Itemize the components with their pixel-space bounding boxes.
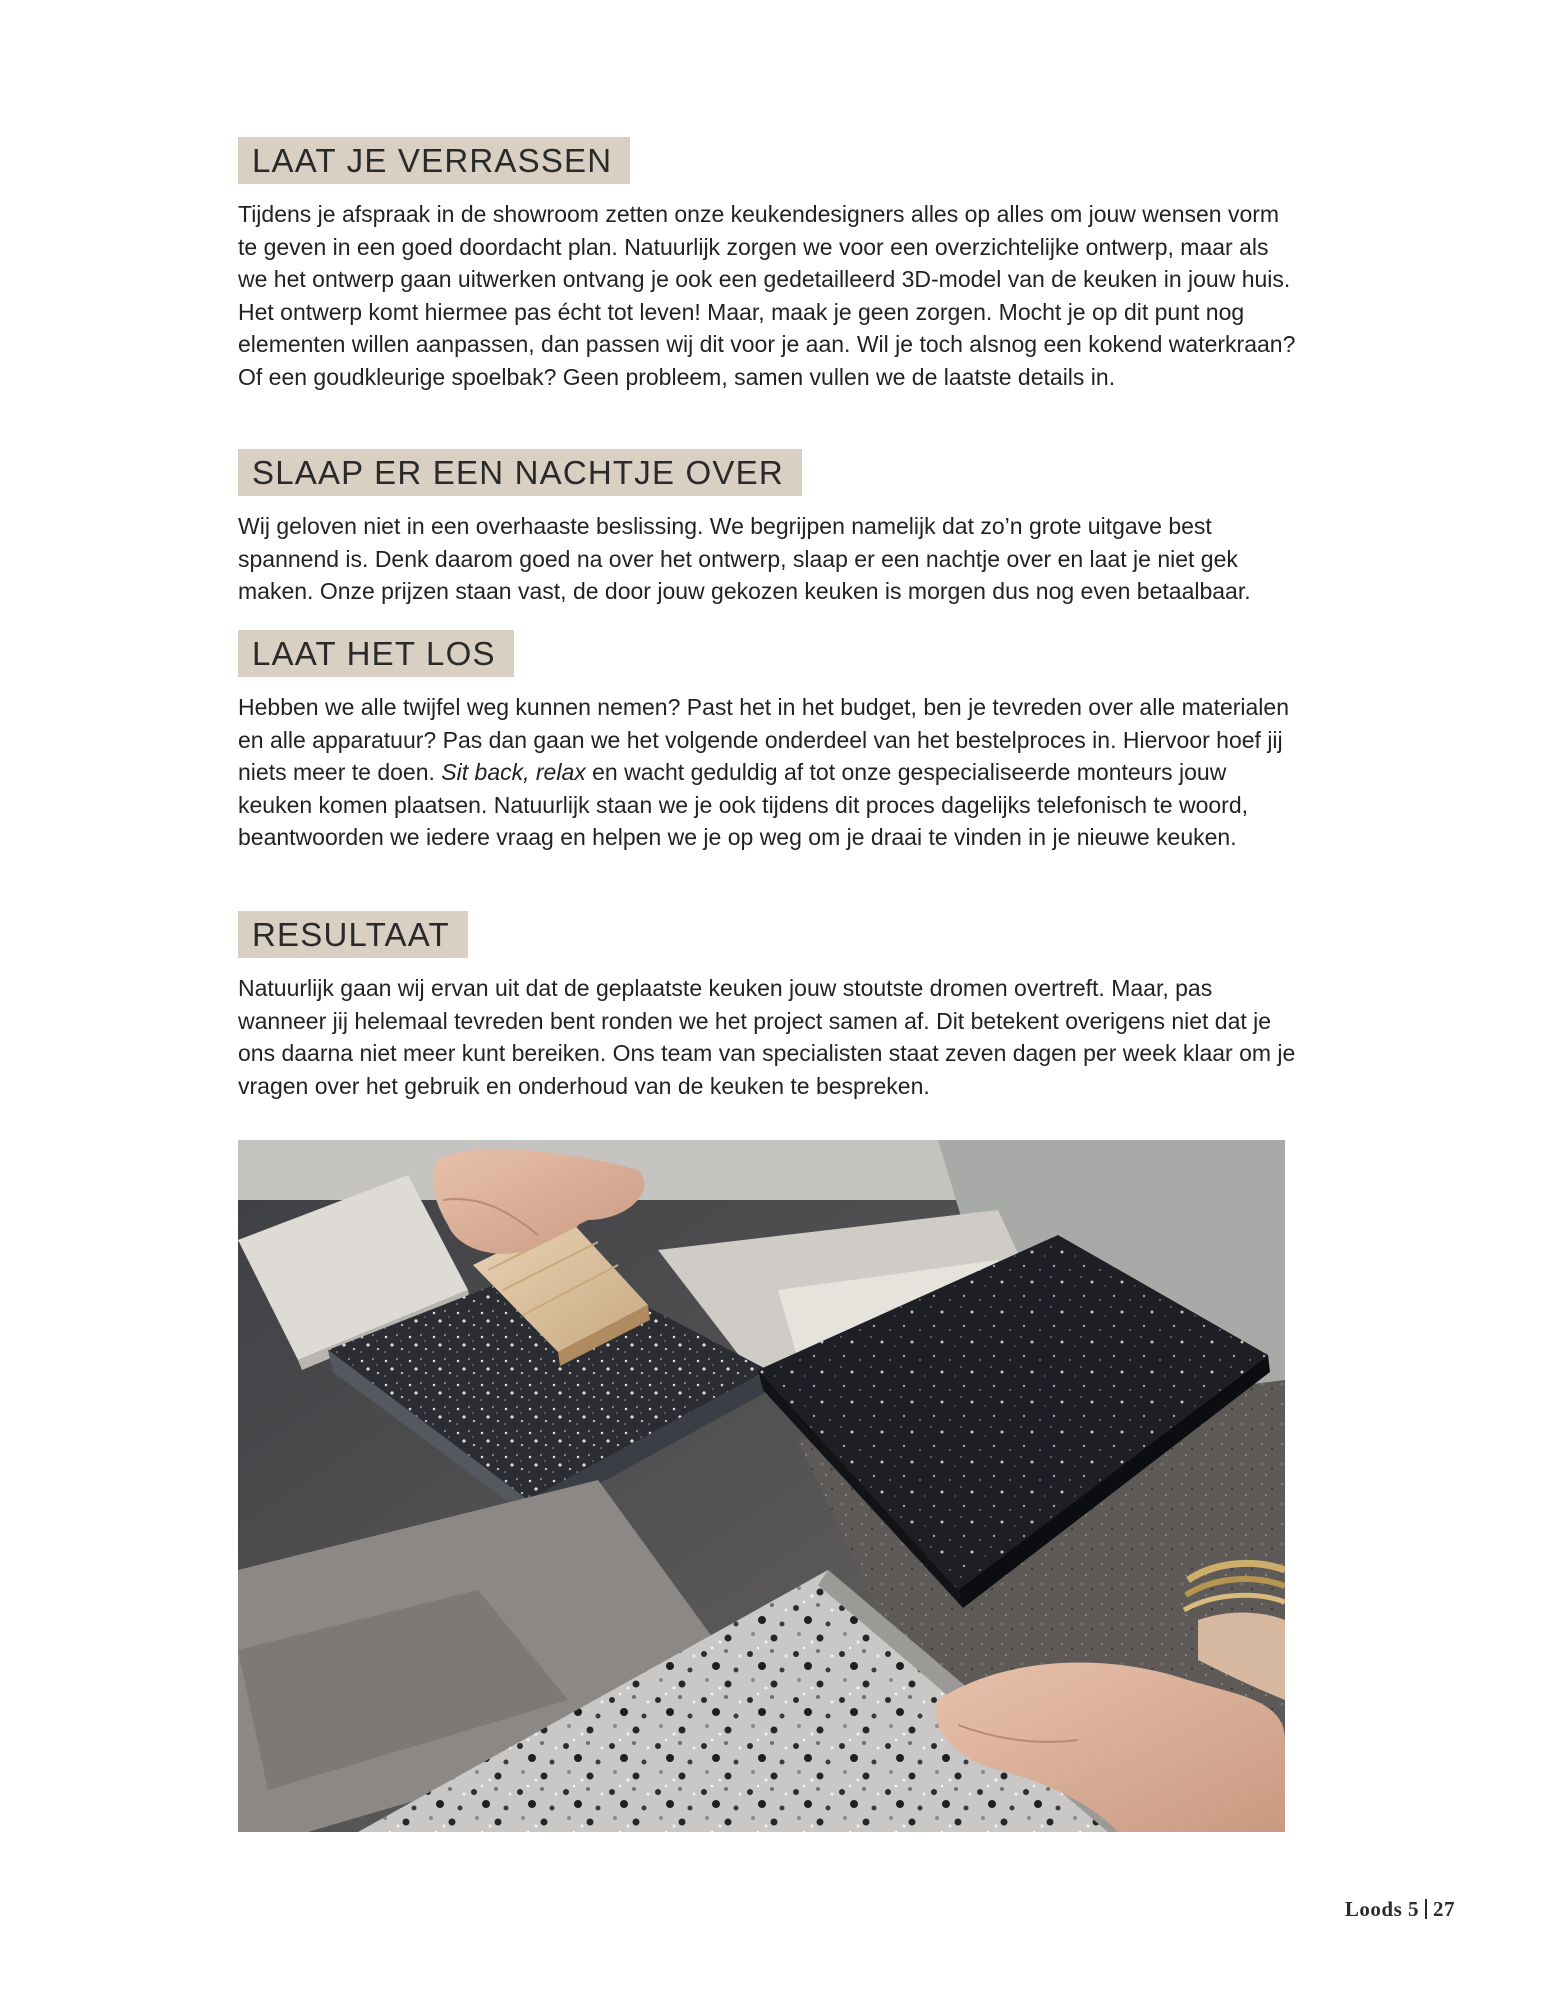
section-body-part: Hebben we alle twijfel weg kunnen nemen? Past het in het budget, ben je tevreden over alle materialen en alle apparatuur? Pas dan gaan we het volgende onderdeel van het bestelproces in. Hiervoor hoef jij niets meer te doen. [238, 694, 1290, 785]
section-heading: LAAT HET LOS [238, 630, 514, 677]
section-laat-je-verrassen [238, 137, 1298, 393]
section-laat-het-los [238, 630, 1298, 854]
section-body: Tijdens je afspraak in de showroom zetten onze keukendesigners alles op alles om jouw wensen vorm te geven in een goed doordacht plan. Natuurlijk zorgen we voor een overzichtelijke ontwerp, maar als we het ontwerp gaan uitwerken ontvang je ook een gedetailleerd 3D-model van de keuken in jouw huis. Het ontwerp komt hiermee pas écht tot leven! Maar, maak je geen zorgen. Mocht je op dit punt nog elementen willen aanpassen, dan passen wij dit voor je aan. Wil je toch alsnog een kokend waterkraan? Of een goudkleurige spoelbak? Geen probleem, samen vullen we de laatste details in. [238, 201, 1296, 390]
footer-divider [1425, 1899, 1427, 1919]
section-slaap-er-een-nachtje-over [238, 449, 1298, 608]
page-number: 27 [1433, 1897, 1455, 1921]
section-body-italic: Sit back, relax [441, 759, 586, 785]
brand-name: Loods 5 [1344, 1897, 1419, 1921]
section-body: Wij geloven niet in een overhaaste beslissing. We begrijpen namelijk dat zo’n grote uitgave best spannend is. Denk daarom goed na over het ontwerp, slaap er een nachtje over en laat je niet gek maken. Onze prijzen staan vast, de door jouw gekozen keuken is morgen dus nog even betaalbaar. [238, 513, 1251, 604]
section-body [238, 691, 1298, 854]
section-heading: SLAAP ER EEN NACHTJE OVER [238, 449, 802, 496]
page-footer [1345, 1897, 1455, 1922]
section-body: Natuurlijk gaan wij ervan uit dat de geplaatste keuken jouw stoutste dromen overtreft. Maar, pas wanneer jij helemaal tevreden bent ronden we het project samen af. Dit betekent overigens niet dat je ons daarna niet meer kunt bereiken. Ons team van specialisten staat zeven dagen per week klaar om je vragen over het gebruik en onderhoud van de keuken te bespreken. [238, 975, 1296, 1099]
section-heading: LAAT JE VERRASSEN [238, 137, 630, 184]
section-body-part: en wacht geduldig af tot onze gespecialiseerde monteurs jouw keuken komen plaatsen. Natuurlijk staan we je ook tijdens dit proces dagelijks telefonisch te woord, beantwoorden we iedere vraag en helpen we je op weg om je draai te vinden in je nieuwe keuken. [238, 759, 1249, 850]
section-resultaat [238, 911, 1298, 1102]
section-heading: RESULTAAT [238, 911, 468, 958]
material-samples-photo [238, 1140, 1285, 1832]
